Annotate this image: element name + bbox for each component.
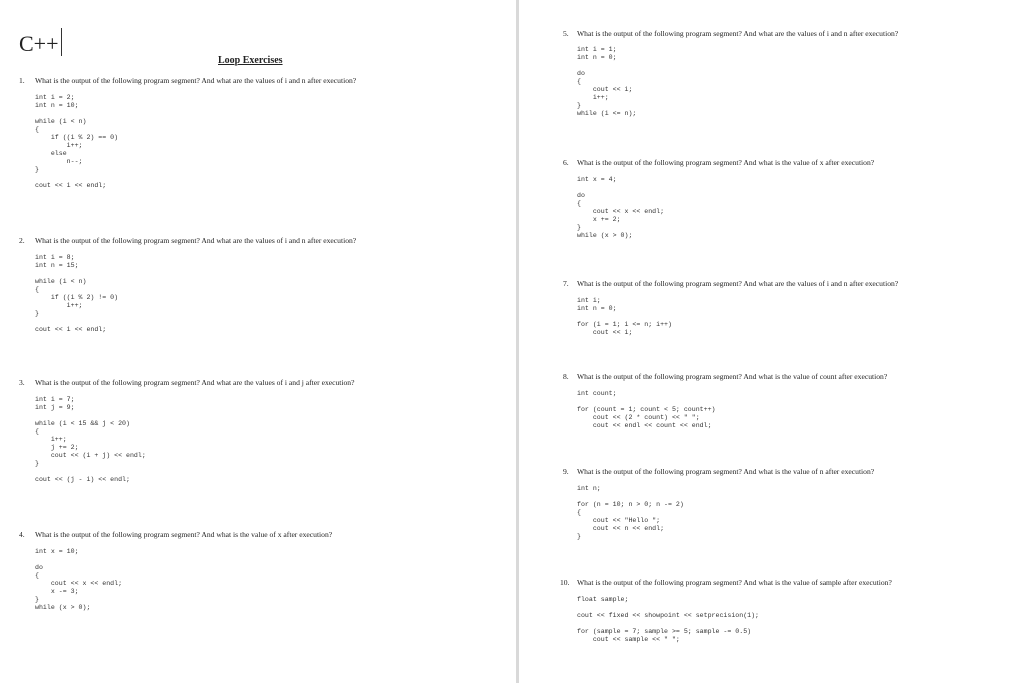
question-number: 4. <box>19 530 25 539</box>
question-number: 10. <box>560 578 570 587</box>
code-line: { <box>35 126 39 133</box>
code-line: while (i < n) <box>35 278 87 285</box>
code-line: float sample; <box>577 596 629 603</box>
code-line: while (i < n) <box>35 118 87 125</box>
code-line <box>577 398 716 406</box>
question-number: 2. <box>19 236 25 245</box>
question-text: What is the output of the following program segment? And what is the value of n after execution? <box>577 467 875 476</box>
code-line: cout << x << endl; <box>577 208 665 215</box>
code-line <box>577 313 672 321</box>
code-line: while (x > 0); <box>577 232 633 239</box>
code-line: } <box>577 533 581 540</box>
code-block <box>35 94 118 190</box>
page-title: Loop Exercises <box>218 55 283 66</box>
code-line: i++; <box>35 142 83 149</box>
code-line <box>577 604 759 612</box>
question-text: What is the output of the following program segment? And what are the values of i and n after execution? <box>35 236 357 245</box>
code-line: i++; <box>35 436 67 443</box>
code-line: while (i <= n); <box>577 110 637 117</box>
code-line: int n = 15; <box>35 262 79 269</box>
code-block <box>35 396 146 484</box>
code-block <box>35 254 118 334</box>
code-line: } <box>577 102 581 109</box>
code-block <box>35 548 122 612</box>
question-number: 1. <box>19 76 25 85</box>
code-line: } <box>35 166 39 173</box>
code-line: int i = 8; <box>35 254 75 261</box>
question-text: What is the output of the following program segment? And what are the values of i and n after execution? <box>35 76 357 85</box>
code-line: do <box>35 564 43 571</box>
code-line: int j = 9; <box>35 404 75 411</box>
code-block <box>577 176 664 240</box>
code-block <box>577 596 759 644</box>
code-line: { <box>577 78 581 85</box>
code-line: while (x > 0); <box>35 604 91 611</box>
question-text: What is the output of the following program segment? And what is the value of x after execution? <box>35 530 333 539</box>
code-line: i++; <box>577 94 609 101</box>
code-line: j += 2; <box>35 444 79 451</box>
text-cursor <box>61 28 62 56</box>
code-line <box>35 270 118 278</box>
code-line: cout << n << endl; <box>577 525 665 532</box>
code-line: cout << i; <box>577 86 633 93</box>
code-line: while (i < 15 && j < 20) <box>35 420 130 427</box>
code-block <box>577 297 672 337</box>
code-line: cout << (2 * count) << " "; <box>577 414 700 421</box>
code-line: i++; <box>35 302 83 309</box>
code-line <box>577 62 636 70</box>
code-line: cout << i; <box>577 329 633 336</box>
code-line <box>577 620 759 628</box>
question-number: 6. <box>563 158 569 167</box>
question-number: 8. <box>563 372 569 381</box>
code-line <box>577 184 664 192</box>
code-line: } <box>577 224 581 231</box>
question-text: What is the output of the following program segment? And what is the value of x after execution? <box>577 158 875 167</box>
code-line: int i; <box>577 297 601 304</box>
code-line: if ((i % 2) != 0) <box>35 294 119 301</box>
code-block <box>577 485 684 541</box>
code-line: do <box>577 70 585 77</box>
question-text: What is the output of the following program segment? And what is the value of count after execution? <box>577 372 888 381</box>
question-text: What is the output of the following program segment? And what is the value of sample after execution? <box>577 578 892 587</box>
code-line <box>35 110 118 118</box>
question-number: 3. <box>19 378 25 387</box>
code-line: { <box>35 286 39 293</box>
code-line: cout << i << endl; <box>35 182 107 189</box>
code-line: int n = 10; <box>35 102 79 109</box>
code-line: else <box>35 150 67 157</box>
code-line: { <box>577 509 581 516</box>
code-line: cout << (j - i) << endl; <box>35 476 130 483</box>
code-line: x += 2; <box>577 216 621 223</box>
code-line: int x = 10; <box>35 548 79 555</box>
code-line: for (sample = 7; sample >= 5; sample -= 0.5) <box>577 628 752 635</box>
code-line: } <box>35 460 39 467</box>
code-line <box>35 468 146 476</box>
code-line: int i = 2; <box>35 94 75 101</box>
code-line: int count; <box>577 390 617 397</box>
code-line: cout << endl << count << endl; <box>577 422 712 429</box>
question-number: 9. <box>563 467 569 476</box>
code-line: for (i = 1; i <= n; i++) <box>577 321 672 328</box>
code-line: do <box>577 192 585 199</box>
code-line: int i = 7; <box>35 396 75 403</box>
code-block <box>577 390 716 430</box>
code-line: cout << "Hello "; <box>577 517 661 524</box>
code-line: int n = 0; <box>577 54 617 61</box>
code-line: cout << fixed << showpoint << setprecision(1); <box>577 612 760 619</box>
code-line: { <box>35 572 39 579</box>
code-line <box>35 412 146 420</box>
code-line: cout << sample << " "; <box>577 636 680 643</box>
code-line: { <box>577 200 581 207</box>
question-number: 5. <box>563 29 569 38</box>
code-line: int x = 4; <box>577 176 617 183</box>
code-line: n--; <box>35 158 83 165</box>
code-line <box>577 493 684 501</box>
code-line: { <box>35 428 39 435</box>
code-line: } <box>35 310 39 317</box>
code-line: int i = 1; <box>577 46 617 53</box>
code-line: } <box>35 596 39 603</box>
code-line: if ((i % 2) == 0) <box>35 134 119 141</box>
code-line <box>35 556 122 564</box>
code-line: x -= 3; <box>35 588 79 595</box>
code-line: for (n = 10; n > 0; n -= 2) <box>577 501 684 508</box>
question-number: 7. <box>563 279 569 288</box>
document-heading: C++ <box>19 31 59 56</box>
document-page-right <box>519 0 1024 683</box>
code-line: int n = 0; <box>577 305 617 312</box>
code-line <box>35 318 118 326</box>
code-line <box>35 174 118 182</box>
code-block <box>577 46 636 118</box>
question-text: What is the output of the following program segment? And what are the values of i and n after execution? <box>577 279 899 288</box>
code-line: cout << (i + j) << endl; <box>35 452 146 459</box>
code-line: cout << x << endl; <box>35 580 123 587</box>
question-text: What is the output of the following program segment? And what are the values of i and j after execution? <box>35 378 355 387</box>
question-text: What is the output of the following program segment? And what are the values of i and n after execution? <box>577 29 899 38</box>
code-line: for (count = 1; count < 5; count++) <box>577 406 716 413</box>
code-line: cout << i << endl; <box>35 326 107 333</box>
code-line: int n; <box>577 485 601 492</box>
